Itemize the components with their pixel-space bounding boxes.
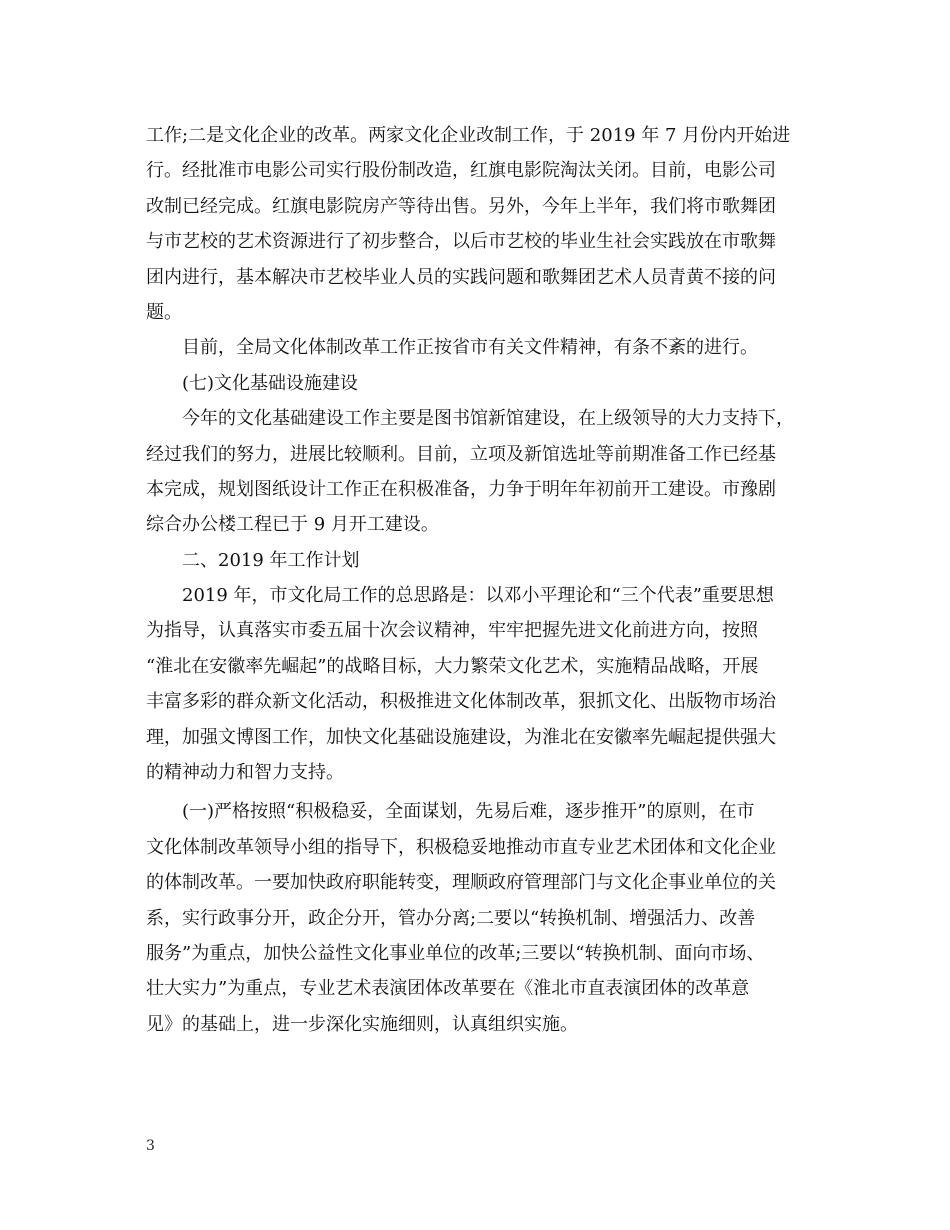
document-body (146, 118, 806, 1042)
text-line: 2019 年，市文化局工作的总思路是：以邓小平理论和“三个代表”重要思想 (182, 585, 774, 607)
text-line: 与市艺校的艺术资源进行了初步整合，以后市艺校的毕业生社会实践放在市歌舞 (146, 231, 776, 253)
text-line: “淮北在安徽率先崛起”的战略目标，大力繁荣文化艺术，实施精品战略，开展 (146, 655, 759, 677)
text-line: 服务”为重点，加快公益性文化事业单位的改革;三要以“转换机制、面向市场、 (146, 942, 765, 964)
text-line: 系，实行政事分开，政企分开，管办分离;二要以“转换机制、增强活力、改善 (146, 907, 756, 929)
section-heading: 二、2019 年工作计划 (182, 549, 360, 571)
text-line: 题。 (146, 301, 182, 323)
text-line: 经过我们的努力，进展比较顺利。目前，立项及新馆选址等前期准备工作已经基 (146, 443, 776, 465)
text-line: 为指导，认真落实市委五届十次会议精神，牢牢把握先进文化前进方向，按照 (146, 620, 758, 642)
text-line: 目前，全局文化体制改革工作正按省市有关文件精神，有条不紊的进行。 (182, 337, 758, 359)
text-line: 理，加强文博图工作，加快文化基础设施建设，为淮北在安徽率先崛起提供强大 (146, 726, 776, 748)
text-line: 行。经批准市电影公司实行股份制改造，红旗电影院淘汰关闭。目前，电影公司 (146, 160, 776, 182)
text-line: 文化体制改革领导小组的指导下，积极稳妥地推动市直专业艺术团体和文化企业 (146, 836, 776, 858)
text-line: (一)严格按照“积极稳妥，全面谋划，先易后难，逐步推开”的原则，在市 (182, 801, 755, 823)
text-line: 综合办公楼工程已于 9 月开工建设。 (146, 514, 439, 536)
text-line: 的精神动力和智力支持。 (146, 762, 344, 784)
text-line: 壮大实力”为重点，专业艺术表演团体改革要在《淮北市直表演团体的改革意 (146, 978, 750, 1000)
page-number: 3 (146, 1138, 155, 1154)
text-line: 今年的文化基础建设工作主要是图书馆新馆建设，在上级领导的大力支持下， (182, 408, 794, 430)
text-line: 团内进行，基本解决市艺校毕业人员的实践问题和歌舞团艺术人员青黄不接的问 (146, 266, 776, 288)
text-line: 丰富多彩的群众新文化活动，积极推进文化体制改革，狠抓文化、出版物市场治 (146, 691, 776, 713)
text-line: 的体制改革。一要加快政府职能转变，理顺政府管理部门与文化企事业单位的关 (146, 872, 776, 894)
text-line: 见》的基础上，进一步深化实施细则，认真组织实施。 (146, 1013, 578, 1035)
text-line: 改制已经完成。红旗电影院房产等待出售。另外，今年上半年，我们将市歌舞团 (146, 195, 776, 217)
text-line: 工作;二是文化企业的改革。两家文化企业改制工作，于 2019 年 7 月份内开始进 (146, 125, 791, 146)
text-line: 本完成，规划图纸设计工作正在积极准备，力争于明年年初前开工建设。市豫剧 (146, 478, 776, 500)
section-heading: (七)文化基础设施建设 (182, 372, 359, 394)
